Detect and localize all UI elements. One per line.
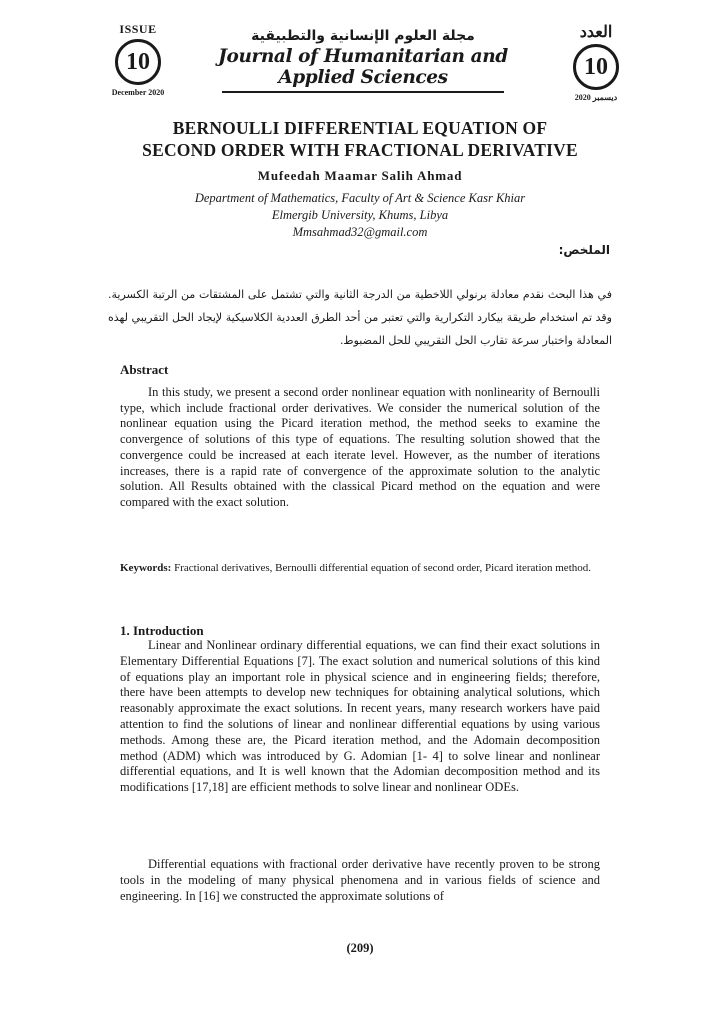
author-name: Mufeedah Maamar Salih Ahmad	[257, 168, 463, 183]
keywords-text: Fractional derivatives, Bernoulli differential equation of second order, Picard iteration method.	[174, 562, 591, 574]
intro-paragraph-1: Linear and Nonlinear ordinary differential equations, we can find their exact solutions in Elementary Differential Equations [7]. The exact solution and numerical solutions of this kind of equations play an important role in physical science and in engineering fields; therefore, there have been attempts to develop new techniques for obtaining analytical solutions, which reasonably approximate the exact solutions. In recent years, many research workers have paid attention to find the solutions of linear and nonlinear differential equations by using various methods. Among these are, the Picard iteration method, and the Adomain decomposition method (ADM) which was introduced by G. Adomian [1- 4] to solve linear and nonlinear differential equations, and It is well known that the Adomian decomposition method and its modifications [17,18] are efficient methods to solve linear and nonlinear ODEs.	[120, 638, 600, 795]
arabic-abstract: في هذا البحث نقدم معادلة برنولي اللاخطية من الدرجة الثانية والتي تشتمل على المشتقات من الرتبة الكسرية. وقد تم استخدام طريقة بيكارد التكرارية والتي تعتبر من أحد الطرق العددية الكلاسيكية لإيجاد الحل التقريبي لهذه المعادلة واختبار سرعة تقارب الحل التقريبي للحل المضبوط.	[108, 288, 612, 347]
issue-date: December 2020	[111, 88, 165, 97]
issue-label: ISSUE	[119, 22, 157, 36]
issue-number-arabic: 10	[573, 44, 619, 90]
page-number: (209)	[346, 941, 374, 955]
affiliation	[80, 190, 640, 241]
journal-header	[0, 0, 720, 108]
keywords-label: Keywords:	[120, 562, 172, 574]
journal-title-arabic: مجلة العلوم الإنسانية والتطبيقية	[251, 28, 475, 44]
issue-date-arabic: ديسمبر 2020	[574, 93, 618, 102]
journal-title-underline	[222, 91, 504, 93]
paper-title	[80, 117, 640, 161]
abstract-text: In this study, we present a second order nonlinear equation with nonlinearity of Bernoulli type, which include fractional order derivatives. We consider the numerical solution of the nonlinear equation using the Picard iteration method, the method seeks to examine the convergence of solutions of this type of equations. The resulting solution showed that the convergence could be increased at each iterate level. However, as the number of iterations increases, there is a rapid rate of convergence of the approximate solution to the analytic solution. All Results obtained with the classical Picard method on the equation and were compared with the exact solution.	[120, 385, 600, 509]
section-heading-introduction: 1. Introduction	[120, 623, 204, 638]
issue-badge	[88, 22, 188, 97]
keywords	[120, 561, 600, 576]
paper-title-line-2: SECOND ORDER WITH FRACTIONAL DERIVATIVE	[142, 140, 578, 160]
affiliation-line-1: Department of Mathematics, Faculty of Art & Science Kasr Khiar	[194, 191, 526, 205]
intro-paragraph-2: Differential equations with fractional order derivative have recently proven to be strong tools in the modeling of many physical phenomena and in various fields of science and engineering. In [16] we constructed the approximate solutions of	[120, 857, 600, 903]
paper-title-line-1: BERNOULLI DIFFERENTIAL EQUATION OF	[172, 118, 548, 138]
author-email: Mmsahmad32@gmail.com	[292, 225, 428, 239]
journal-title-english: Journal of Humanitarian and Applied Sciences	[218, 46, 508, 88]
issue-label-arabic: العدد	[579, 24, 613, 41]
issue-badge-arabic	[546, 22, 646, 102]
abstract-heading: Abstract	[120, 362, 169, 377]
journal-title	[218, 28, 508, 93]
arabic-abstract-heading: الملخص:	[558, 243, 610, 257]
affiliation-line-2: Elmergib University, Khums, Libya	[271, 208, 449, 222]
issue-number: 10	[115, 39, 161, 85]
